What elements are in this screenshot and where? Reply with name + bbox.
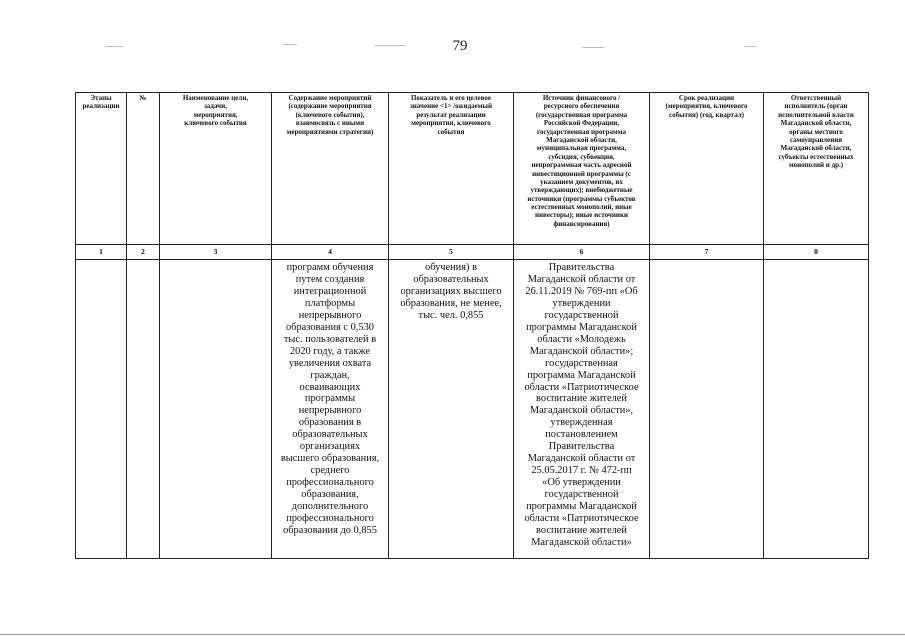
header-cell-name: Наименование цели, задачи, мероприятия, ключевого события (160, 93, 272, 245)
header-cell-stages: Этапы реализации (76, 93, 127, 245)
scan-speck (375, 45, 405, 46)
column-number: 1 (76, 245, 127, 260)
column-number: 2 (127, 245, 160, 260)
measures-table (75, 92, 869, 559)
page-number: 79 (452, 38, 468, 54)
column-number: 5 (389, 245, 514, 260)
column-number: 6 (514, 245, 650, 260)
column-number: 7 (650, 245, 764, 260)
cell-responsible (764, 260, 869, 559)
header-cell-indicator: Показатель и его целевое значение <1> /ожидаемый результат реализации мероприятия, ключевого события (389, 93, 514, 245)
column-number: 4 (272, 245, 389, 260)
scan-bottom-edge (0, 634, 905, 635)
cell-deadline (650, 260, 764, 559)
cell-content: программ обучения путем создания интеграционной платформы непрерывного образования с 0,530 тыс. пользователей в 2020 году, а также увеличения охвата граждан, осваивающих программы непрерывного образования в образовательных организациях высшего образования, среднего профессионального образования, дополнительного профессионального образования до 0,855 (272, 260, 389, 559)
header-cell-responsible: Ответственный исполнитель (орган исполнительной власти Магаданской области, органы местного самоуправления Магаданской области, субъекты естественных монополий и др.) (764, 93, 869, 245)
scan-speck (283, 44, 297, 45)
header-cell-number: № (127, 93, 160, 245)
scan-speck (105, 46, 123, 47)
column-number-row (76, 245, 869, 260)
header-row (76, 93, 869, 245)
column-number: 8 (764, 245, 869, 260)
cell-indicator: обучения) в образовательных организациях высшего образования, не менее, тыс. чел. 0,855 (389, 260, 514, 559)
cell-stage (76, 260, 127, 559)
header-cell-source: Источник финансового / ресурсного обеспечения (государственная программа Российской Федерации, государственная программа Магаданской области, муниципальная программа, субсидия, субвенция, непрограммная часть адресной инвестиционной программы (с указанием документов, их утверждающих); внебюджетные источники (программы субъектов естественных монополий, иные инвесторы); иные источники финансирования) (514, 93, 650, 245)
cell-name (160, 260, 272, 559)
scan-speck (582, 47, 604, 48)
cell-number (127, 260, 160, 559)
header-cell-content: Содержание мероприятий (содержание мероприятия (ключевого события), взаимосвязь с иными мероприятиями стратегии) (272, 93, 389, 245)
column-number: 3 (160, 245, 272, 260)
table-row (76, 260, 869, 559)
cell-source: Правительства Магаданской области от 26.11.2019 № 769-пп «Об утверждении государственной программы Магаданской области «Молодежь Магаданской области»; государственная программа Магаданской области «Патриотическое воспитание жителей Магаданской области», утвержденная постановлением Правительства Магаданской области от 25.05.2017 г. № 472-пп «Об утверждении государственной программы Магаданской области «Патриотическое воспитание жителей Магаданской области» (514, 260, 650, 559)
scan-speck (744, 46, 756, 47)
header-cell-deadline: Срок реализации (мероприятия, ключевого события) (год, квартал) (650, 93, 764, 245)
